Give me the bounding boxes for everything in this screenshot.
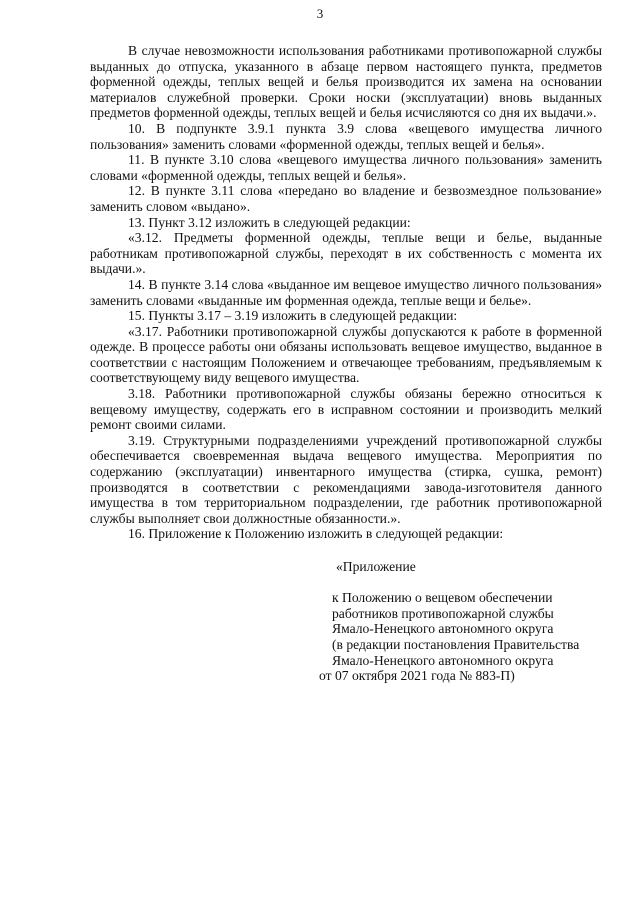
appendix-title: «Приложение xyxy=(336,559,416,574)
paragraph: 16. Приложение к Положению изложить в следующей редакции: xyxy=(128,526,504,542)
paragraph: В случае невозможности использования работниками противопожарной службы выданных до отпуска, указанного в абзаце первом настоящего пункта, предметов форменной одежды, теплых вещей и белья производится их замена на основании материалов служебной проверки. Сроки носки (эксплуатации) вновь выданных предметов форменной одежды, теплых вещей и белья исчисляются со дня их выдачи.». xyxy=(90,43,602,121)
appendix-header xyxy=(319,559,602,684)
appendix-line: от 07 октября 2021 года № 883-П) xyxy=(319,668,515,684)
paragraph: 3.19. Структурными подразделениями учреждений противопожарной службы обеспечивается своевременная выдача вещевого имущества. Мероприятия по содержанию (эксплуатации) инвентарного имущества (стирка, сушка, ремонт) производятся в соответствии с рекомендациями завода-изготовителя данного имущества в том территориальном подразделении, где работник противопожарной службы выполняет свои должностные обязанности.». xyxy=(90,432,602,526)
appendix-line: Ямало-Ненецкого автономного округа xyxy=(332,652,554,668)
appendix-line: работников противопожарной службы xyxy=(332,605,554,621)
appendix-line: (в редакции постановления Правительства xyxy=(332,636,580,652)
document-body xyxy=(90,43,602,542)
paragraph: «3.17. Работники противопожарной службы допускаются к работе в форменной одежде. В процессе работы они обязаны использовать вещевое имущество, выданное в соответствии с настоящим Положением и отвечающее требованиям, предъявляемым к соответствующему виду вещевого имущества. xyxy=(90,323,602,386)
paragraph: 15. Пункты 3.17 – 3.19 изложить в следующей редакции: xyxy=(128,308,458,324)
paragraph: «3.12. Предметы форменной одежды, теплые вещи и белье, выданные работникам противопожарной службы, переходят в их собственность с момента их выдачи.». xyxy=(90,230,602,277)
page-number: 3 xyxy=(316,6,324,21)
paragraph: 11. В пункте 3.10 слова «вещевого имущества личного пользования» заменить словами «форменной одежды, теплых вещей и белья». xyxy=(90,152,602,183)
appendix-line: к Положению о вещевом обеспечении xyxy=(332,590,553,606)
paragraph: 3.18. Работники противопожарной службы обязаны бережно относиться к вещевому имуществу, содержать его в исправном состоянии и производить мелкий ремонт своими силами. xyxy=(90,386,602,433)
paragraph: 14. В пункте 3.14 слова «выданное им вещевое имущество личного пользования» заменить словами «выданные им форменная одежда, теплые вещи и белье». xyxy=(90,276,602,308)
paragraph: 10. В подпункте 3.9.1 пункта 3.9 слова «вещевого имущества личного пользования» заменить словами «форменной одежды, теплых вещей и белья». xyxy=(90,120,602,152)
paragraph: 13. Пункт 3.12 изложить в следующей редакции: xyxy=(128,214,411,230)
paragraph: 12. В пункте 3.11 слова «передано во владение и безвозмездное пользование» заменить словом «выдано». xyxy=(90,183,602,214)
appendix-line: Ямало-Ненецкого автономного округа xyxy=(332,621,554,637)
